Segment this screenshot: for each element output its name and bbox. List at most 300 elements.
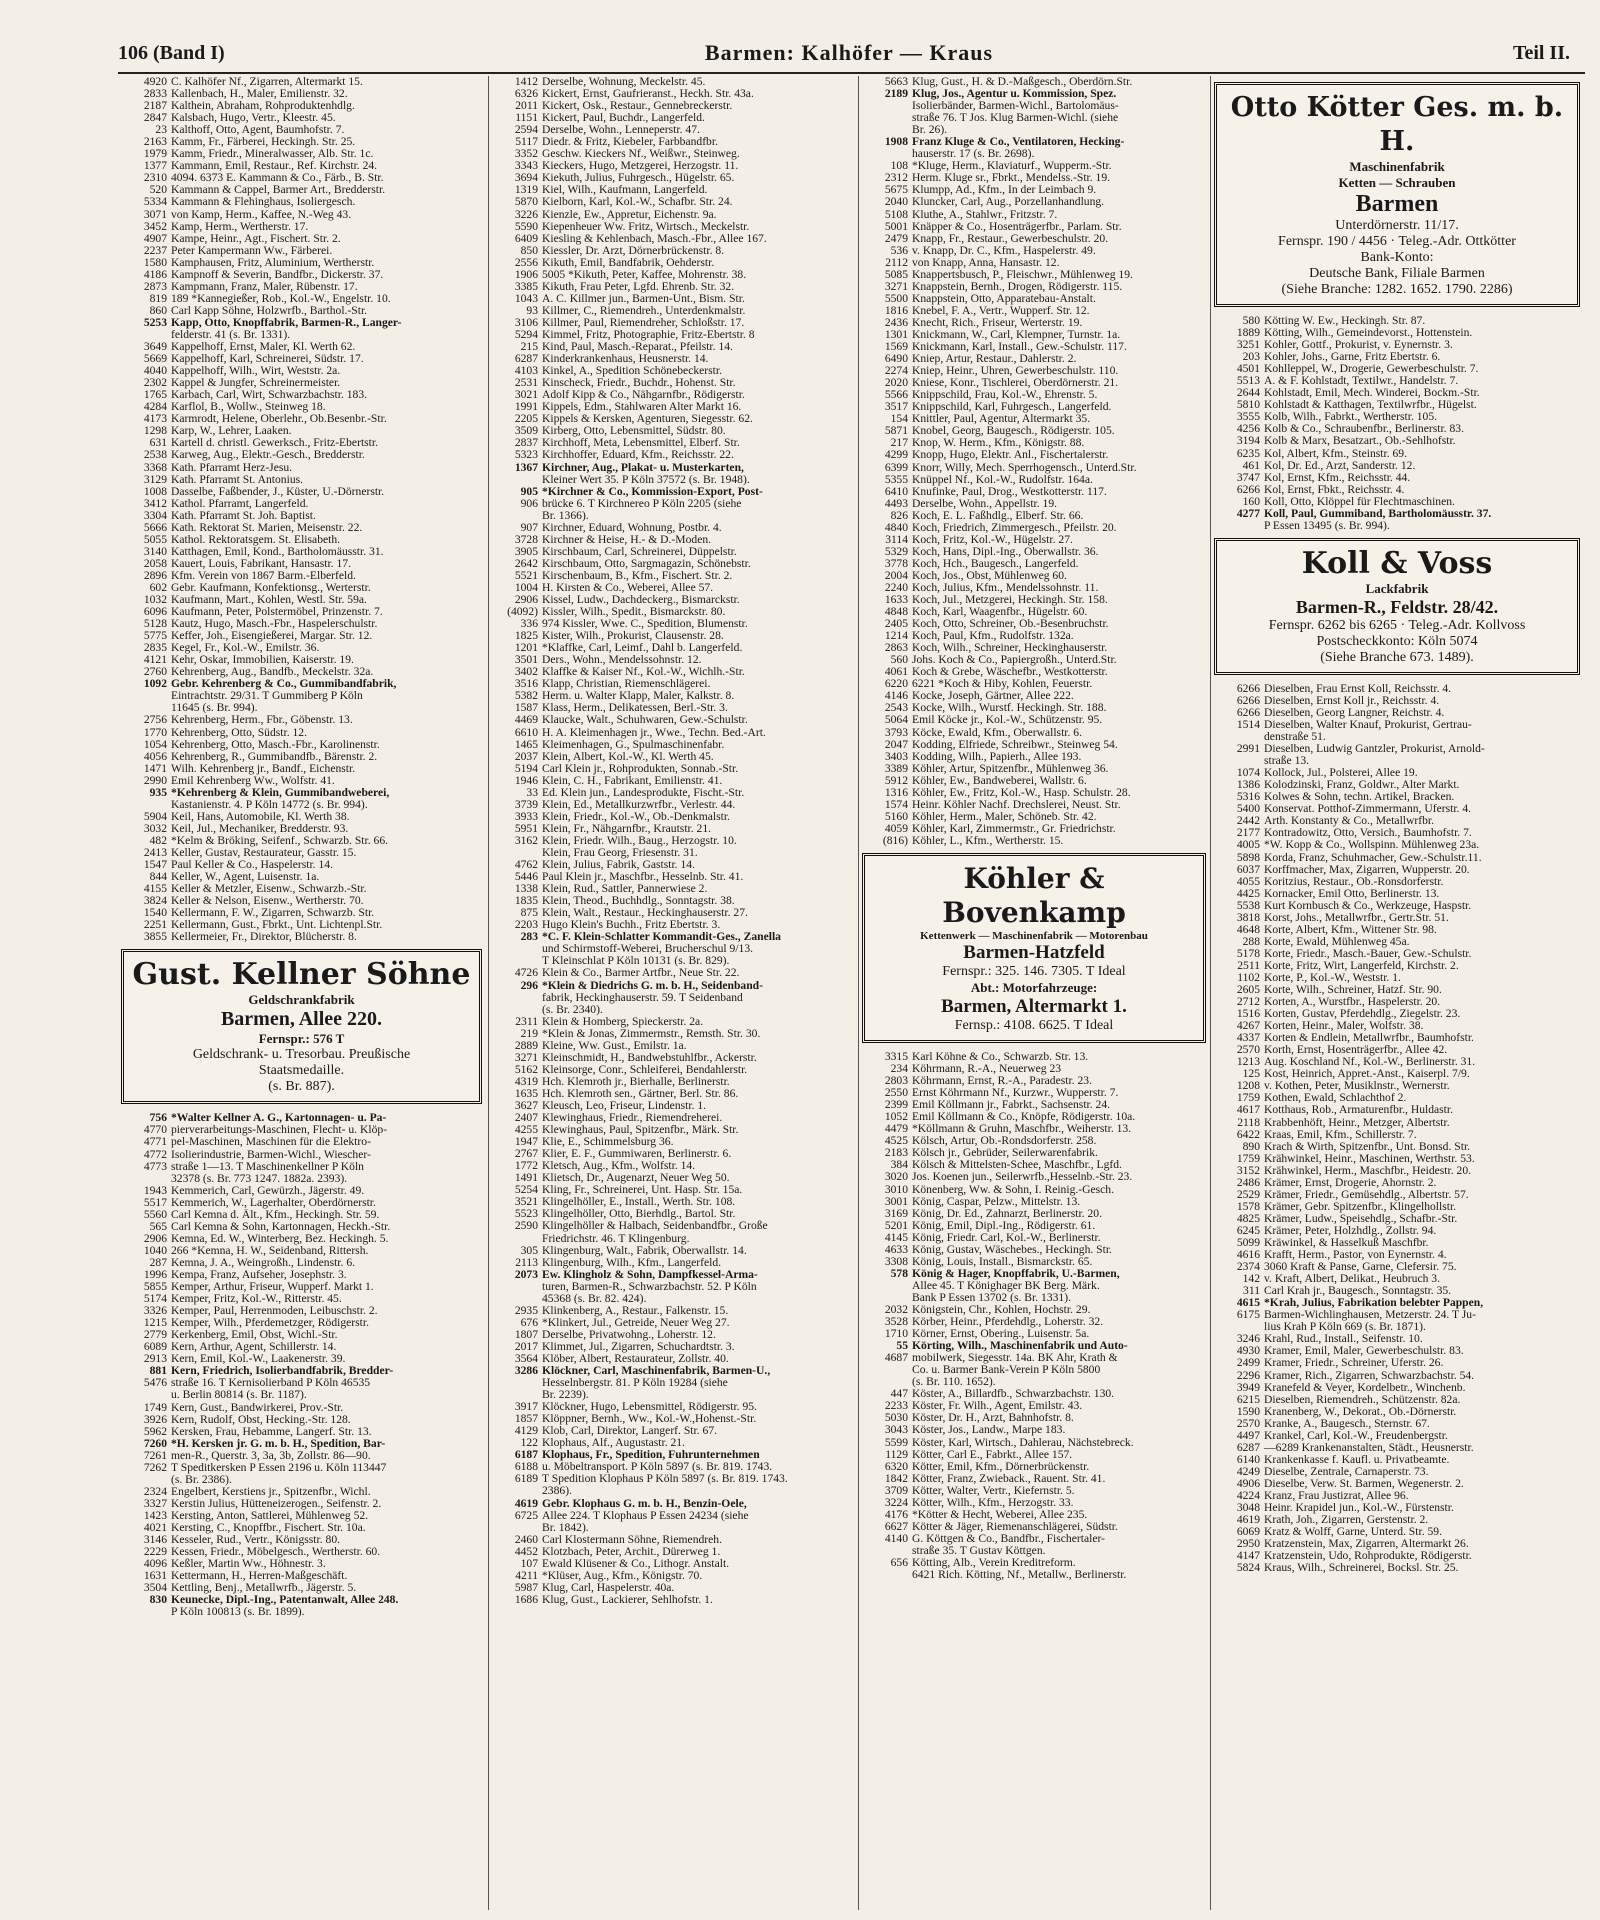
phone-number: 4186 [143,268,167,281]
entry-text: Kemmerich, W., Lagerhalter, Oberdörnerstr. [171,1196,376,1209]
entry-text: T Speditkersken P Essen 2196 u. Köln 113447 [171,1461,387,1474]
phone-number: 1631 [143,1570,167,1583]
phone-number: 5951 [514,822,538,835]
entry-text: Knäpper & Co., Hosenträgerfbr., Parlam. Str. [912,220,1122,233]
phone-number: 2374 [1236,1261,1260,1274]
directory-entry [862,522,1210,534]
directory-entry [492,124,857,136]
phone-number: 3162 [514,834,538,847]
phone-number: 3517 [884,401,908,414]
phone-number: 215 [520,341,538,354]
directory-entry [1214,423,1584,435]
phone-number: 1587 [514,702,538,715]
entry-text: Knop, W. Herm., Kfm., Königstr. 88. [912,437,1085,450]
directory-entry [1214,1442,1584,1454]
directory-entry [1214,484,1584,496]
phone-number: 125 [1242,1068,1260,1081]
phone-number: 2177 [1236,827,1260,840]
phone-number: 6188 [514,1461,538,1474]
directory-entry [121,425,486,437]
ad-telegram: Teleg.-Adr. Ottkötter [1398,234,1516,249]
phone-number: 5870 [514,196,538,209]
directory-entry [1214,900,1584,912]
phone-number: 2040 [884,196,908,209]
entry-text: König, Louis, Install., Bismarckstr. 65. [912,1255,1093,1268]
entry-text: Kamm, Friedr., Mineralwasser, Alb. Str. 1c. [171,148,374,161]
directory-entry [492,377,857,389]
directory-entry [862,1569,1210,1581]
phone-number: 1590 [1236,1405,1260,1418]
entry-text: Kräwinkel, & Hasselkuß Maschfbr. [1264,1237,1429,1249]
entry-text: Klier, E. F., Gummiwaren, Berlinerstr. 6. [542,1148,732,1161]
directory-entry [1214,984,1584,996]
entry-text: Kemper, Arthur, Friseur, Wupperf. Markt 1. [171,1281,374,1294]
phone-number: 3071 [143,208,167,221]
phone-number: 6422 [1236,1128,1260,1141]
phone-number: 2324 [143,1485,167,1498]
entry-text: straße 13. [1264,755,1310,768]
entry-text: Klug, Gust., H. & D.-Maßgesch., Oberdörn.Str. [912,76,1133,88]
directory-entry [1214,695,1584,707]
entry-text: Kirschbaum, Carl, Schreinerei, Düppelstr. [542,545,737,558]
directory-entry [121,1426,486,1438]
phone-number: 4284 [143,401,167,414]
entry-text: Kersting, C., Knopffbr., Fischert. Str. 10a. [171,1521,366,1534]
phone-number: 3649 [143,341,167,354]
entry-text: 4094. 6373 E. Kammann & Co., Färb., B. Str. [171,172,384,185]
directory-entry [1214,351,1584,363]
directory-entry [492,883,857,895]
directory-entry [1214,1502,1584,1514]
phone-number: 6326 [514,88,538,101]
directory-entry [492,1570,857,1582]
directory-entry [121,401,486,413]
directory-entry [492,221,857,233]
phone-number: 6410 [884,485,908,498]
phone-number: 2499 [1236,1357,1260,1370]
phone-number: 2835 [143,642,167,655]
ad-line: Fernsp.: 4108. 6625. T Ideal [954,1018,1114,1033]
entry-text: Kiesling & Kehlenbach, Masch.-Fbr., Allee 167. [542,232,767,245]
ad-fern-label: Fernspr. [1268,617,1315,633]
directory-entry [492,1353,857,1365]
directory-entry [862,654,1210,666]
phone-number: 6287 [1236,1441,1260,1454]
phone-number: 3152 [1236,1164,1260,1177]
entry-text: Klewinghaus, Paul, Spitzenfbr., Märk. Str. [542,1124,739,1137]
phone-number: 1816 [884,304,908,317]
entry-text: Kost, Heinrich, Appret.-Anst., Kaiserpl. 7/9. [1264,1068,1470,1081]
entry-text: Klein, Ed., Metallkurzwrfbr., Verlestr. 44. [542,798,736,811]
entry-text: Kol, Ernst, Fbkt., Reichsstr. 4. [1264,483,1405,496]
entry-text: Keller, Gustav, Restaurateur, Gasstr. 15. [171,847,357,859]
phone-number: 2847 [143,112,167,125]
entry-text: Keßler, Martin Ww., Höhnestr. 3. [171,1558,326,1571]
directory-entry [121,437,486,449]
phone-number: 4224 [1236,1489,1260,1502]
phone-number: 3327 [143,1497,167,1510]
entry-text: Kontradowitz, Otto, Versich., Baumhofstr. 7. [1264,827,1472,840]
entry-text: Ewald Klüsener & Co., Lithogr. Anstalt. [542,1557,730,1570]
entry-text: Br. 26). [912,124,948,137]
entry-text: Kolodzinski, Franz, Goldwr., Alter Markt. [1264,779,1460,792]
entry-text: Kiepenheuer Ww. Fritz, Wirtsch., Meckelstr. [542,220,750,233]
directory-entry [492,1594,857,1606]
phone-number: 4055 [1236,875,1260,888]
directory-entry [862,775,1210,787]
directory-entry [492,799,857,811]
entry-text: Kalthein, Abraham, Rohproduktenhdlg. [171,100,355,113]
phone-number: 4256 [1236,423,1260,436]
entry-text: Kippels & Kersken, Agenturen, Siegesstr. 62. [542,413,753,426]
directory-entry [492,763,857,775]
phone-number: 2413 [143,847,167,859]
phone-number: 3528 [884,1316,908,1329]
phone-number: 3926 [143,1413,167,1426]
phone-number: 2605 [1236,984,1260,997]
directory-entry [121,1450,486,1462]
entry-text: Koch, Fritz, Kol.-W., Hügelstr. 27. [912,533,1073,546]
entry-text: pel-Maschinen, Maschinen für die Elektro- [171,1136,371,1149]
directory-entry [492,1184,857,1196]
entry-text: Kampnoff & Severin, Bandfbr., Dickerstr. 37. [171,268,384,281]
ad-city: Barmen-Hatzfeld [963,942,1105,963]
phone-number: 5669 [143,353,167,366]
entry-text: 189 *Kannegießer, Rob., Kol.-W., Engelstr. 10. [171,292,391,305]
phone-number: 2233 [884,1400,908,1413]
entry-text: Ew. Klingholz & Sohn, Dampfkessel-Arma- [542,1268,758,1281]
directory-entry [121,1474,486,1486]
phone-number: 4059 [884,822,908,835]
phone-number: 3917 [514,1401,538,1414]
directory-entry [1214,1068,1584,1080]
phone-number: 1569 [884,341,908,354]
entry-text: Co. u. Barmer Bank-Verein P Köln 5800 [912,1364,1101,1377]
entry-text: Knecht, Rich., Friseur, Werterstr. 19. [912,316,1083,329]
directory-entry [862,1388,1210,1400]
directory-entry [1214,1044,1584,1056]
entry-text: Kniep, Artur, Restaur., Dahlerstr. 2. [912,353,1077,366]
entry-text: Klein, Walt., Restaur., Heckinghauserstr. 27. [542,907,748,920]
phone-number: 2399 [884,1099,908,1112]
directory-entry [121,196,486,208]
entry-text: Kappelhoff, Wilh., Wirt, Weststr. 2a. [171,365,341,378]
phone-number: 305 [520,1244,538,1257]
directory-entry [121,317,486,329]
entry-text: König, Gustav, Wäschebes., Heckingh. Str. [912,1243,1112,1256]
entry-text: Gebr. Klophaus G. m. b. H., Benzin-Oele, [542,1497,747,1510]
directory-entry [1214,719,1584,731]
directory-entry [1214,1189,1584,1201]
phone-number: 3032 [143,822,167,835]
directory-entry [121,293,486,305]
directory-entry [121,389,486,401]
phone-number: 3855 [143,931,167,944]
phone-number: 850 [520,244,538,257]
phone-number: 5254 [514,1184,538,1197]
entry-text: Carl Kemna d. Ält., Kfm., Heckingh. Str. 59. [171,1208,380,1221]
directory-entry [862,1352,1210,1364]
phone-number: 3001 [884,1195,908,1208]
entry-text: Kemmerich, Carl, Gewürzh., Jägerstr. 49. [171,1184,365,1197]
directory-entry [121,775,486,787]
phone-number: 1946 [514,774,538,787]
entry-text: Paul Klein jr., Maschfbr., Hesselnb. Str. 41. [542,871,744,884]
directory-entry [1214,864,1584,876]
directory-entry [492,630,857,642]
phone-number: 3521 [514,1196,538,1209]
phone-number: 3728 [514,533,538,546]
phone-number: 3516 [514,678,538,691]
phone-number: 1471 [143,762,167,775]
directory-entry [1214,1550,1584,1562]
entry-text: P Essen 13495 (s. Br. 994). [1264,519,1390,532]
directory-entry [121,1281,486,1293]
entry-text: Korte, Albert, Kfm., Wittener Str. 98. [1264,923,1437,936]
directory-entry [121,1245,486,1257]
directory-entry [862,1208,1210,1220]
phone-number: 288 [1242,935,1260,948]
entry-text: von Kamp, Herm., Kaffee, N.-Weg 43. [171,208,352,221]
phone-number: 6490 [884,353,908,366]
entry-text: denstraße 51. [1264,731,1326,744]
entry-text: Kiel, Wilh., Kaufmann, Langerfeld. [542,184,708,197]
directory-entry [862,1533,1210,1545]
phone-number: 5446 [514,871,538,884]
directory-entry [121,365,486,377]
entry-text: Könenberg, Ww. & Sohn, I. Reinig.-Gesch. [912,1183,1115,1196]
entry-text: Klein, Friedr. Wilh., Baug., Herzogstr. 10. [542,834,737,847]
directory-entry [492,775,857,787]
directory-entry [492,1389,857,1401]
entry-text: Keller & Nelson, Eisenw., Wertherstr. 70. [171,895,364,908]
directory-entry [862,341,1210,353]
phone-number: 1032 [143,594,167,607]
phone-number: 4147 [1236,1550,1260,1563]
phone-number: 5904 [143,810,167,823]
entry-text: Kluthe, A., Stahlwr., Fritzstr. 7. [912,208,1058,221]
phone-number: 6089 [143,1341,167,1354]
phone-number: 1151 [515,112,538,125]
entry-text: Kötter, Franz, Zwieback., Rauent. Str. 41. [912,1472,1106,1485]
ad-company: Koll & Voss [1301,545,1493,581]
directory-entry [492,570,857,582]
directory-entry [862,1292,1210,1304]
entry-text: Krath, Joh., Zigarren, Gerstenstr. 2. [1264,1514,1429,1527]
directory-entry [121,727,486,739]
directory-entry [492,160,857,172]
phone-number: 3933 [514,810,538,823]
phone-number: 602 [149,581,167,594]
phone-number: 6266 [1236,706,1260,719]
phone-number: 2594 [514,124,538,137]
phone-number: 23 [155,124,167,137]
phone-number: 2990 [143,774,167,787]
entry-text: *Klein & Jonas, Zimmermstr., Remsth. Str. 30. [542,1027,761,1040]
directory-entry [862,498,1210,510]
entry-text: Kraus, Wilh., Schreinerei, Bocksl. Str. 25. [1264,1562,1459,1575]
entry-text: Kötter, Emil, Kfm., Dörnerbrückenstr. [912,1460,1090,1473]
phone-number: 1710 [884,1328,908,1341]
directory-entry [492,209,857,221]
phone-number: 1412 [514,76,538,88]
entry-text: Korffmacher, Max, Zigarren, Wupperstr. 20. [1264,863,1470,876]
directory-entry [492,401,857,413]
phone-number: 2011 [515,100,538,113]
entry-text: Korte, Fritz, Wirt, Langerfeld, Kirchstr. 2. [1264,959,1459,972]
directory-entry [1214,1490,1584,1502]
directory-entry [121,582,486,594]
directory-entry [492,714,857,726]
phone-number: 631 [149,437,167,450]
directory-entry [862,678,1210,690]
phone-number: 3043 [884,1424,908,1437]
directory-entry [492,1461,857,1473]
directory-entry [121,1149,486,1161]
ad-subtitle: Lackfabrik [1365,580,1429,596]
phone-number: 4040 [143,365,167,378]
phone-number: 4497 [1236,1429,1260,1442]
phone-number: 311 [1243,1285,1260,1298]
entry-text: Kirchhoffer, Eduard, Kfm., Reichsstr. 22. [542,449,734,462]
phone-number: 4140 [884,1532,908,1545]
entry-text: Kern, Rudolf, Obst, Hecking.-Str. 128. [171,1413,351,1426]
entry-text: Knapp, Fr., Restaur., Gewerbeschulstr. 20. [912,232,1109,245]
phone-number: 3010 [884,1183,908,1196]
phone-number: 5323 [514,449,538,462]
directory-entry [492,1052,857,1064]
directory-entry [121,1486,486,1498]
phone-number: 4840 [884,521,908,534]
directory-entry [862,1280,1210,1292]
directory-entry [492,1076,857,1088]
entry-text: Krämer, Ernst, Drogerie, Ahornstr. 2. [1264,1176,1437,1189]
phone-number: 3778 [884,557,908,570]
phone-number: 5253 [143,316,167,329]
phone-number: 219 [520,1027,538,1040]
directory-entry [862,534,1210,546]
phone-number: 3246 [1236,1333,1260,1346]
entry-text: König, Dr. Ed., Zahnarzt, Berlinerstr. 20. [912,1207,1102,1220]
page-header [118,38,1580,72]
entry-text: Kohlstadt, Emil, Mech. Winderei, Bockm.-Str. [1264,387,1480,400]
ad-line: (s. Br. 887). [268,1079,335,1095]
phone-number: 4425 [1236,887,1260,900]
directory-entry [492,510,857,522]
entry-text: Kersken, Frau, Hebamme, Langerf. Str. 13. [171,1425,372,1438]
directory-entry [492,847,857,859]
entry-text: Knappstein, Bernh., Drogen, Rödigerstr. 115. [912,280,1123,293]
directory-entry [121,1233,486,1245]
entry-text: 45368 (s. Br. 82. 424). [542,1292,647,1305]
entry-text: Kieckers, Hugo, Metzgerei, Herzogstr. 11. [542,160,739,173]
directory-entry [862,799,1210,811]
entry-text: Kickert, Ernst, Gaufrieranst., Heckh. Str. 43a. [542,88,754,101]
phone-number: 1008 [143,485,167,498]
phone-number: 2543 [884,702,908,715]
entry-text: Br. 1842). [542,1521,589,1534]
entry-text: Klein, Theod., Buchhdlg., Sonntagstr. 38. [542,895,735,908]
directory-entry [121,823,486,835]
phone-number: 3504 [143,1582,167,1595]
entry-text: Kranke, A., Baugesch., Sternstr. 67. [1264,1417,1430,1430]
directory-entry [862,763,1210,775]
directory-entry [862,293,1210,305]
entry-text: Killmer, C., Riemendreh., Unterdenkmalstr. [542,304,746,317]
entry-text: *Kirchner & Co., Kommission-Export, Post- [542,485,763,498]
phone-number: 1423 [143,1509,167,1522]
phone-number: 5099 [1236,1237,1260,1249]
entry-text: Korst, Johs., Metallwrfbr., Gertr.Str. 51. [1264,911,1449,924]
entry-text: Dieselben, Ernst Koll jr., Reichsstr. 4. [1264,694,1440,707]
directory-entry [121,678,486,690]
directory-entry [862,112,1210,124]
entry-text: Kramer, Emil, Maler, Gewerbeschulstr. 83. [1264,1345,1464,1358]
entry-text: Klöppner, Bernh., Ww., Kol.-W.,Hohenst.-Str. [542,1413,757,1426]
entry-text: Knippschild, Karl, Fuhrgesch., Langerfeld. [912,401,1112,414]
ad-phone-row: Fernspr. 190 / 4456 · Teleg.-Adr. Ottkötter [1278,234,1516,249]
phone-number: 160 [1242,495,1260,508]
entry-text: Dieselben, Georg Langner, Reichstr. 4. [1264,706,1445,719]
ad-subtitle: Kettenwerk — Maschinenfabrik — Motorenbau [920,930,1148,942]
phone-number: 1825 [514,630,538,643]
directory-entry [121,245,486,257]
directory-entry [1214,1273,1584,1285]
directory-entry [492,967,857,979]
phone-number: 935 [149,786,167,799]
phone-number: 4452 [514,1545,538,1558]
phone-number: 1491 [514,1172,538,1185]
phone-number: 4687 [884,1352,908,1365]
entry-text: Knickmann, W., Carl, Klempner, Turnstr. 1a. [912,328,1121,341]
directory-entry [1214,912,1584,924]
phone-number: 580 [1242,315,1260,327]
phone-number: 1765 [143,389,167,402]
entry-text: Kollock, Jul., Polsterei, Allee 19. [1264,767,1418,780]
directory-entry [492,1377,857,1389]
phone-number: 5810 [1236,399,1260,412]
phone-number: 4469 [514,714,538,727]
directory-entry [121,1161,486,1173]
phone-number: 2712 [1236,996,1260,1009]
directory-entry [862,209,1210,221]
directory-entry [1214,1382,1584,1394]
directory-entry [492,1365,857,1377]
directory-entry [121,1389,486,1401]
entry-text: Klingenburg, Wilh., Kfm., Langerfeld. [542,1256,722,1269]
entry-text: (s. Br. 110. 1652). [912,1376,996,1389]
entry-text: Wilh. Kehrenberg jr., Bandf., Eichenstr. [171,762,356,775]
directory-entry [862,618,1210,630]
directory-entry [862,570,1210,582]
phone-number: 1052 [884,1111,908,1124]
directory-entry [492,1208,857,1220]
phone-number: 4096 [143,1558,167,1571]
entry-text: Knorr, Willy, Mech. Sperrhogensch., Unterd.Str. [912,461,1137,474]
ad-phone: Fernspr.: 325. 146. 7305. T Ideal [942,964,1126,979]
phone-number: 819 [149,292,167,305]
phone-number: 6245 [1236,1224,1260,1237]
entry-text: Emil Köllmann jr., Fabrkt., Sachsenstr. 24. [912,1099,1111,1112]
ad-address: Unterdörnerstr. 11/17. [1335,218,1459,233]
phone-number: 283 [520,931,538,944]
entry-text: Kimmel, Fritz, Photographie, Fritz-Ebertstr. 8 [542,328,755,341]
entry-text: 6421 Rich. Kötting, Nf., Metallw., Berlinerstr. [912,1569,1127,1582]
entry-text: *W. Kopp & Co., Wollspinn. Mühlenweg 23a. [1264,839,1480,852]
phone-number: 6235 [1236,447,1260,460]
directory-entry [1214,448,1584,460]
entry-text: *Walter Kellner A. G., Kartonnagen- u. Pa- [171,1112,387,1125]
